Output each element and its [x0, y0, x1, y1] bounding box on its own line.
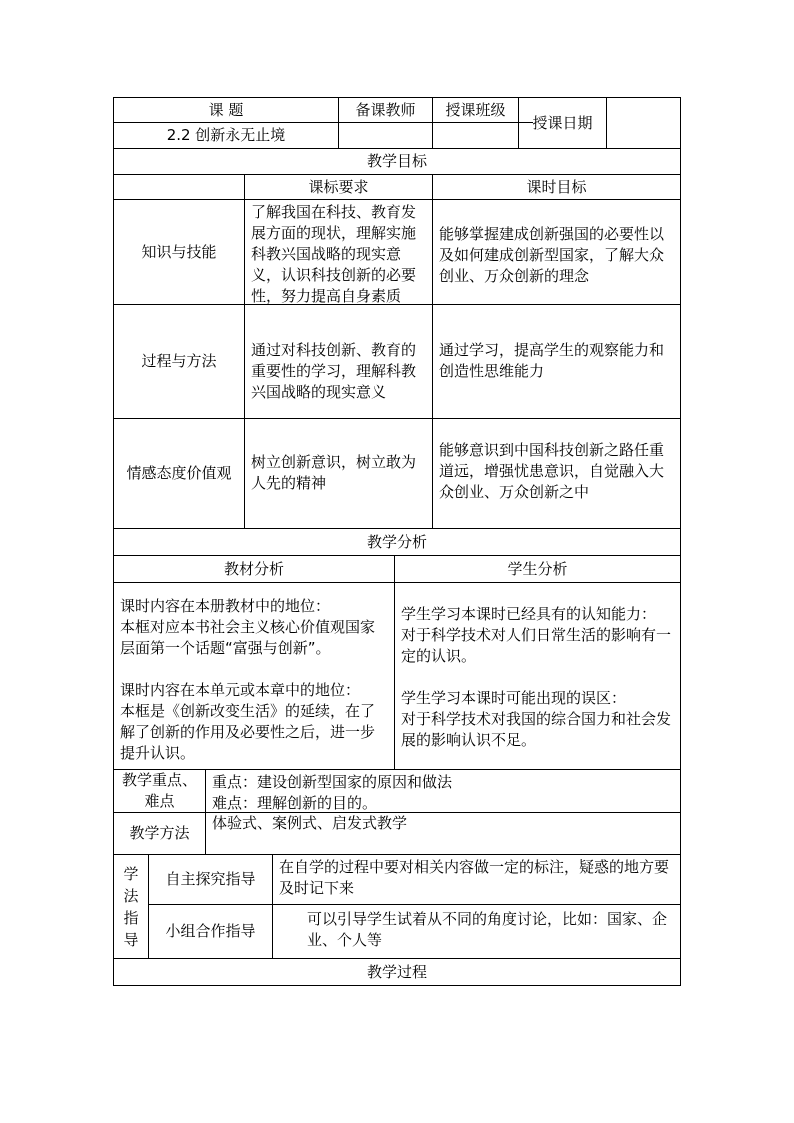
row-divider: [113, 582, 681, 583]
table-border-bottom: [113, 985, 681, 986]
objective-standard-emotion: 树立创新意识，树立敢为人先的精神: [251, 453, 417, 492]
key-point-difficulty: 难点：理解创新的目的。: [212, 794, 378, 812]
table-border-right: [680, 97, 681, 986]
guidance-name-group: 小组合作指导: [165, 922, 256, 940]
objective-label-process: 过程与方法: [141, 352, 217, 370]
teacher-label: 备课教师: [355, 100, 416, 119]
guidance-name-self-study: 自主探究指导: [165, 870, 256, 888]
class-value[interactable]: [433, 123, 518, 148]
col-goal-header: 课时目标: [526, 177, 587, 196]
col-material-header: 教材分析: [223, 559, 284, 578]
analysis-section-title: 教学分析: [366, 532, 427, 551]
teacher-value[interactable]: [339, 123, 432, 148]
method-label: 教学方法: [129, 824, 190, 842]
objective-standard-knowledge: 了解我国在科技、教育发展方面的现状，理解实施科教兴国战略的现实意义，认识科技创新的必要性，努力提高自身素质: [251, 203, 417, 305]
objective-label-emotion: 情感态度价值观: [126, 464, 232, 482]
topic-label: 课 题: [208, 100, 244, 119]
student-analysis-text: 学生学习本课时已经具有的认知能力： 对于科学技术对人们日常生活的影响有一定的认识。 学生学习本课时可能出现的误区： 对于科学技术对我国的综合国力和社会发展的影响认识不足。: [401, 605, 672, 749]
objective-standard-process: 通过对科技创新、教育的重要性的学习，理解科教兴国战略的现实意义: [251, 341, 417, 401]
objective-label-knowledge: 知识与技能: [141, 242, 217, 261]
col-student-header: 学生分析: [507, 559, 568, 578]
guidance-text-group: 可以引导学生试着从不同的角度讨论，比如：国家、企业、个人等: [307, 910, 668, 949]
col-standard-header: 课标要求: [308, 177, 369, 196]
objective-goal-knowledge: 能够掌握建成创新强国的必要性以及如何建成创新型国家，了解大众创业、万众创新的理念: [439, 225, 665, 285]
class-label: 授课班级: [445, 100, 506, 119]
process-section-title: 教学过程: [366, 962, 427, 981]
objective-goal-emotion: 能够意识到中国科技创新之路任重道远，增强忧患意识，自觉融入大众创业、万众创新之中: [439, 441, 665, 501]
guidance-label-cell: [114, 855, 148, 958]
objective-goal-process: 通过学习，提高学生的观察能力和创造性思维能力: [439, 341, 665, 380]
objectives-section-title: 教学目标: [366, 152, 427, 170]
lesson-title: 2.2 创新永无止境: [166, 126, 286, 144]
date-label: 授课日期: [532, 113, 593, 132]
key-points-label: 教学重点、难点: [121, 771, 197, 810]
material-analysis-text: 课时内容在本册教材中的地位： 本框对应本书社会主义核心价值观国家层面第一个话题“富强与创新”。 课时内容在本单元或本章中的地位： 本框是《创新改变生活》的延续，在了解了创新的作用及必要性之后，进一步提升认识。: [120, 597, 376, 762]
key-points-content: [206, 770, 680, 812]
date-value[interactable]: [607, 98, 680, 148]
key-point-focus: 重点：建设创新型国家的原因和做法: [212, 773, 453, 791]
method-value: 体验式、案例式、启发式教学: [212, 814, 408, 832]
guidance-label: 学 法 指 导: [123, 864, 139, 949]
guidance-text-self-study: 在自学的过程中要对相关内容做一定的标注，疑惑的地方要及时记下来: [279, 858, 670, 897]
